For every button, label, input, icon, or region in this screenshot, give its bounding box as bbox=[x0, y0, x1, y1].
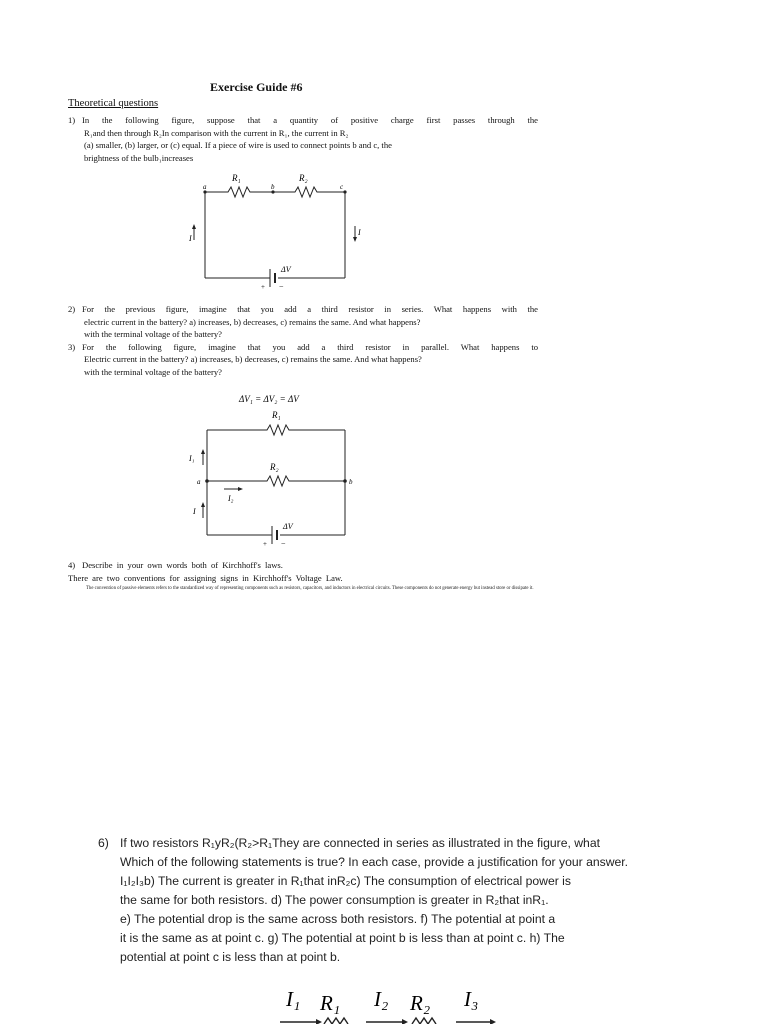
label-r1: R₁ bbox=[272, 410, 281, 420]
node-c bbox=[343, 190, 346, 193]
label-current-right: I bbox=[358, 228, 361, 237]
question-line: For the following figure, imagine that you add a third resistor in parallel. What happens to bbox=[82, 341, 538, 352]
question-line: Describe in your own words both of Kirchhoff's laws. bbox=[82, 560, 283, 570]
series-circuit-diagram bbox=[189, 168, 365, 293]
question-number: 3) bbox=[68, 341, 76, 352]
question-number: 1) bbox=[68, 115, 76, 125]
voltage-equation: ΔV₁ = ΔV₂ = ΔV bbox=[239, 394, 299, 404]
question-line: In the following figure, suppose that a quantity of positive charge first passes through the bbox=[82, 115, 538, 125]
question-line: If two resistors R₁yR₂(R₂>R₁They are connected in series as illustrated in the figure, what bbox=[120, 836, 600, 850]
question-6 bbox=[98, 834, 688, 967]
label-plus: + bbox=[263, 540, 267, 548]
question-4 bbox=[68, 559, 538, 584]
question-line: Which of the following statements is true? In each case, provide a justification for your answer. bbox=[120, 855, 629, 869]
question-number: 4) bbox=[68, 560, 76, 570]
question-line: R₁and then through R₂In comparison with the current in R₁, the current in R₂ bbox=[84, 127, 349, 138]
label-i: I bbox=[193, 507, 196, 516]
label-i2: I₂ bbox=[374, 987, 389, 1011]
middle-branch-wire bbox=[207, 476, 345, 486]
question-line: brightness of the bulb₁increases bbox=[84, 152, 194, 163]
question-line: For the previous figure, imagine that you add a third resistor in series. What happens with the bbox=[82, 304, 538, 314]
label-minus: − bbox=[281, 539, 286, 548]
label-b: b bbox=[349, 478, 353, 486]
resistor-r2 bbox=[412, 1018, 436, 1024]
label-r2: R₂ bbox=[270, 462, 279, 472]
page-title: Exercise Guide #6 bbox=[210, 80, 303, 94]
label-b: b bbox=[271, 183, 275, 191]
parallel-circuit-diagram bbox=[180, 388, 370, 553]
question-number: 2) bbox=[68, 304, 76, 314]
question-line: with the terminal voltage of the battery? bbox=[84, 366, 222, 377]
resistor-r1 bbox=[324, 1018, 348, 1024]
question-line: the same for both resistors. d) The power consumption is greater in R₂that inR₁. bbox=[120, 893, 549, 907]
question-line: potential at point c is less than at point b. bbox=[120, 950, 341, 964]
question-line: I₁I₂I₃b) The current is greater in R₁that inR₂c) The consumption of electrical power is bbox=[120, 874, 571, 888]
arrow-right-icon bbox=[490, 1019, 496, 1024]
question-1 bbox=[68, 114, 538, 164]
node-a bbox=[205, 479, 209, 483]
small-note: The convention of passive elements refers to the standardized way of representing components such as resistors, capacitors, and inductors in electrical circuits. These components do not generate energy but instead store or dissipate it. bbox=[86, 586, 534, 591]
question-line: (a) smaller, (b) larger, or (c) equal. If a piece of wire is used to connect points b and c, the bbox=[84, 140, 392, 151]
label-delta-v: ΔV bbox=[283, 522, 293, 531]
label-i3: I₃ bbox=[464, 987, 479, 1011]
arrow-right-icon bbox=[316, 1019, 322, 1024]
label-a: a bbox=[203, 183, 207, 191]
label-delta-v: ΔV bbox=[281, 265, 291, 274]
label-c: c bbox=[340, 183, 344, 191]
question-line: Electric current in the battery? a) increases, b) decreases, c) remains the same. And what happens? bbox=[84, 354, 422, 365]
node-b bbox=[343, 479, 347, 483]
label-r1: R₁ bbox=[232, 173, 241, 183]
label-current-left: I bbox=[189, 234, 192, 243]
label-a: a bbox=[197, 478, 201, 486]
question-line: it is the same as at point c. g) The potential at point b is less than at point c. h) The bbox=[120, 931, 565, 945]
series-top-wire bbox=[205, 187, 345, 197]
questions-2-3 bbox=[68, 303, 538, 379]
question-line: with the terminal voltage of the battery? bbox=[84, 329, 222, 340]
arrow-down-icon bbox=[353, 237, 357, 242]
question-number: 6) bbox=[98, 836, 109, 850]
question-line: e) The potential drop is the same across both resistors. f) The potential at point a bbox=[120, 912, 556, 926]
question-line: There are two conventions for assigning signs in Kirchhoff's Voltage Law. bbox=[68, 572, 343, 583]
label-minus: − bbox=[279, 282, 284, 291]
label-i1: I₁ bbox=[189, 454, 195, 463]
arrow-up-icon bbox=[192, 224, 196, 229]
question-line: electric current in the battery? a) increases, b) decreases, c) remains the same. And what happens? bbox=[84, 316, 421, 327]
top-branch-wire bbox=[207, 425, 345, 435]
arrow-up-icon bbox=[201, 449, 205, 454]
arrow-right-icon bbox=[402, 1019, 408, 1024]
section-heading: Theoretical questions bbox=[68, 98, 159, 109]
label-i1: I₁ bbox=[286, 987, 301, 1011]
label-i2: I₂ bbox=[228, 494, 234, 503]
arrow-right-icon bbox=[238, 487, 243, 491]
label-r1: R₁ bbox=[320, 991, 341, 1015]
label-r2: R₂ bbox=[299, 173, 308, 183]
label-plus: + bbox=[261, 283, 265, 291]
label-r2: R₂ bbox=[410, 991, 431, 1015]
arrow-up-icon bbox=[201, 502, 205, 507]
series-resistors-diagram bbox=[270, 978, 510, 1024]
